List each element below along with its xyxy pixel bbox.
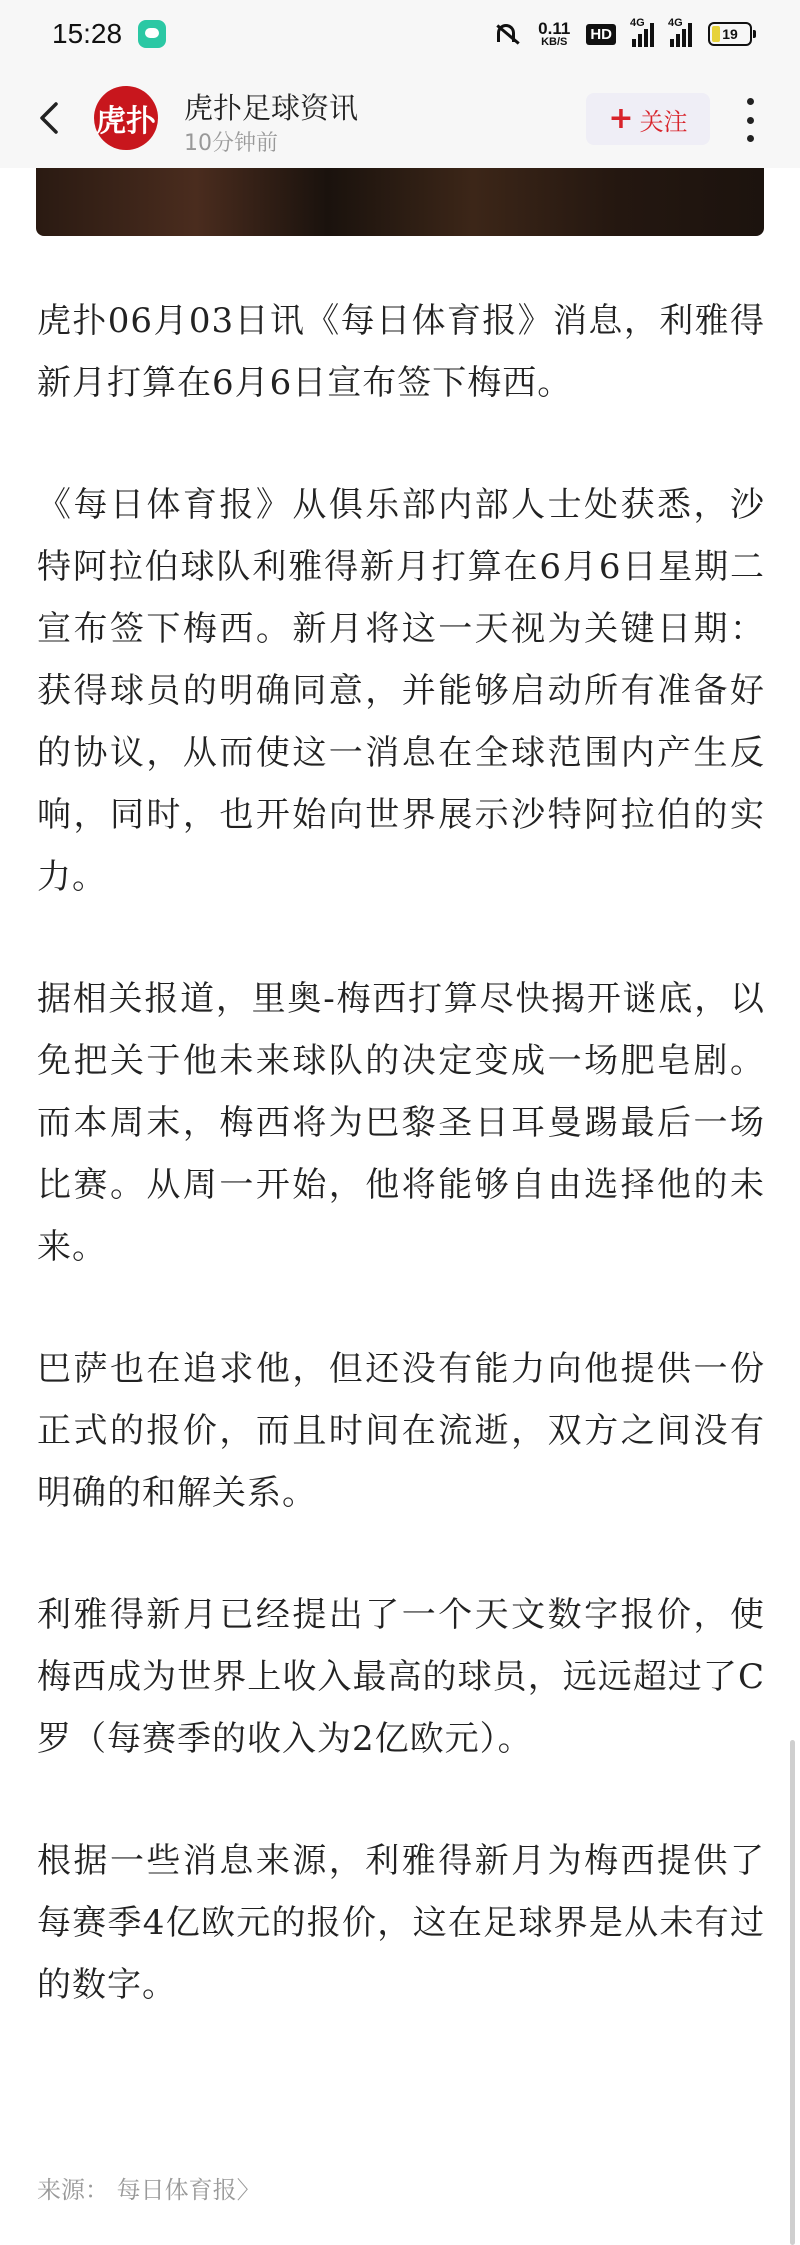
article-header [0, 68, 800, 168]
article-paragraph: 巴萨也在追求他，但还没有能力向他提供一份正式的报价，而且时间在流逝，双方之间没有明确的和解关系。 [37, 1349, 765, 1513]
status-icons [492, 18, 752, 50]
more-options-icon[interactable] [740, 98, 760, 142]
status-bar [0, 0, 800, 68]
article-photo[interactable] [36, 168, 764, 236]
battery-icon [708, 22, 752, 46]
article-body [37, 290, 765, 2076]
article-paragraph: 据相关报道，里奥-梅西打算尽快揭开谜底，以免把关于他未来球队的决定变成一场肥皂剧。而本周末，梅西将为巴黎圣日耳曼踢最后一场比赛。从周一开始，他将能够自由选择他的未来。 [37, 979, 765, 1267]
status-time: 15:28 [52, 18, 123, 49]
article-source [37, 2170, 261, 2205]
signal-label-2: 4G [668, 17, 683, 29]
follow-button[interactable] [586, 93, 710, 145]
network-speed-value: 0.11 [538, 19, 571, 38]
article-paragraph: 虎扑06月03日讯《每日体育报》消息，利雅得新月打算在6月6日宣布签下梅西。 [37, 301, 765, 403]
account-name[interactable]: 虎扑足球资讯 [184, 91, 359, 125]
back-arrow-icon[interactable] [30, 98, 70, 138]
plus-icon: + [608, 101, 634, 136]
account-avatar[interactable]: 虎扑 [94, 86, 158, 150]
scrollbar[interactable] [790, 1740, 795, 2245]
article-paragraph: 利雅得新月已经提出了一个天文数字报价，使梅西成为世界上收入最高的球员，远远超过了C罗（每赛季的收入为2亿欧元）。 [37, 1595, 765, 1759]
network-speed-unit: KB/S [541, 36, 568, 48]
battery-level: 19 [722, 26, 738, 42]
source-label: 来源： [37, 2176, 109, 2204]
hd-icon: HD [586, 24, 616, 45]
source-link[interactable] [117, 2176, 261, 2204]
source-name: 每日体育报 [116, 2176, 237, 2204]
wechat-notification-icon [138, 20, 166, 48]
signal-icon [630, 17, 654, 47]
mute-icon [492, 21, 522, 47]
network-speed [538, 20, 570, 48]
signal-icon-2 [668, 17, 692, 47]
follow-label: 关注 [639, 107, 688, 136]
post-time: 10分钟前 [184, 131, 278, 156]
article-paragraph: 《每日体育报》从俱乐部内部人士处获悉，沙特阿拉伯球队利雅得新月打算在6月6日星期二宣布签下梅西。新月将这一天视为关键日期：获得球员的明确同意，并能够启动所有准备好的协议，从而使这一消息在全球范围内产生反响，同时，也开始向世界展示沙特阿拉伯的实力。 [37, 485, 765, 897]
signal-label: 4G [630, 17, 645, 29]
article-paragraph: 根据一些消息来源，利雅得新月为梅西提供了每赛季4亿欧元的报价，这在足球界是从未有过的数字。 [37, 1841, 765, 2005]
chevron-right-icon: 〉 [236, 2176, 261, 2204]
